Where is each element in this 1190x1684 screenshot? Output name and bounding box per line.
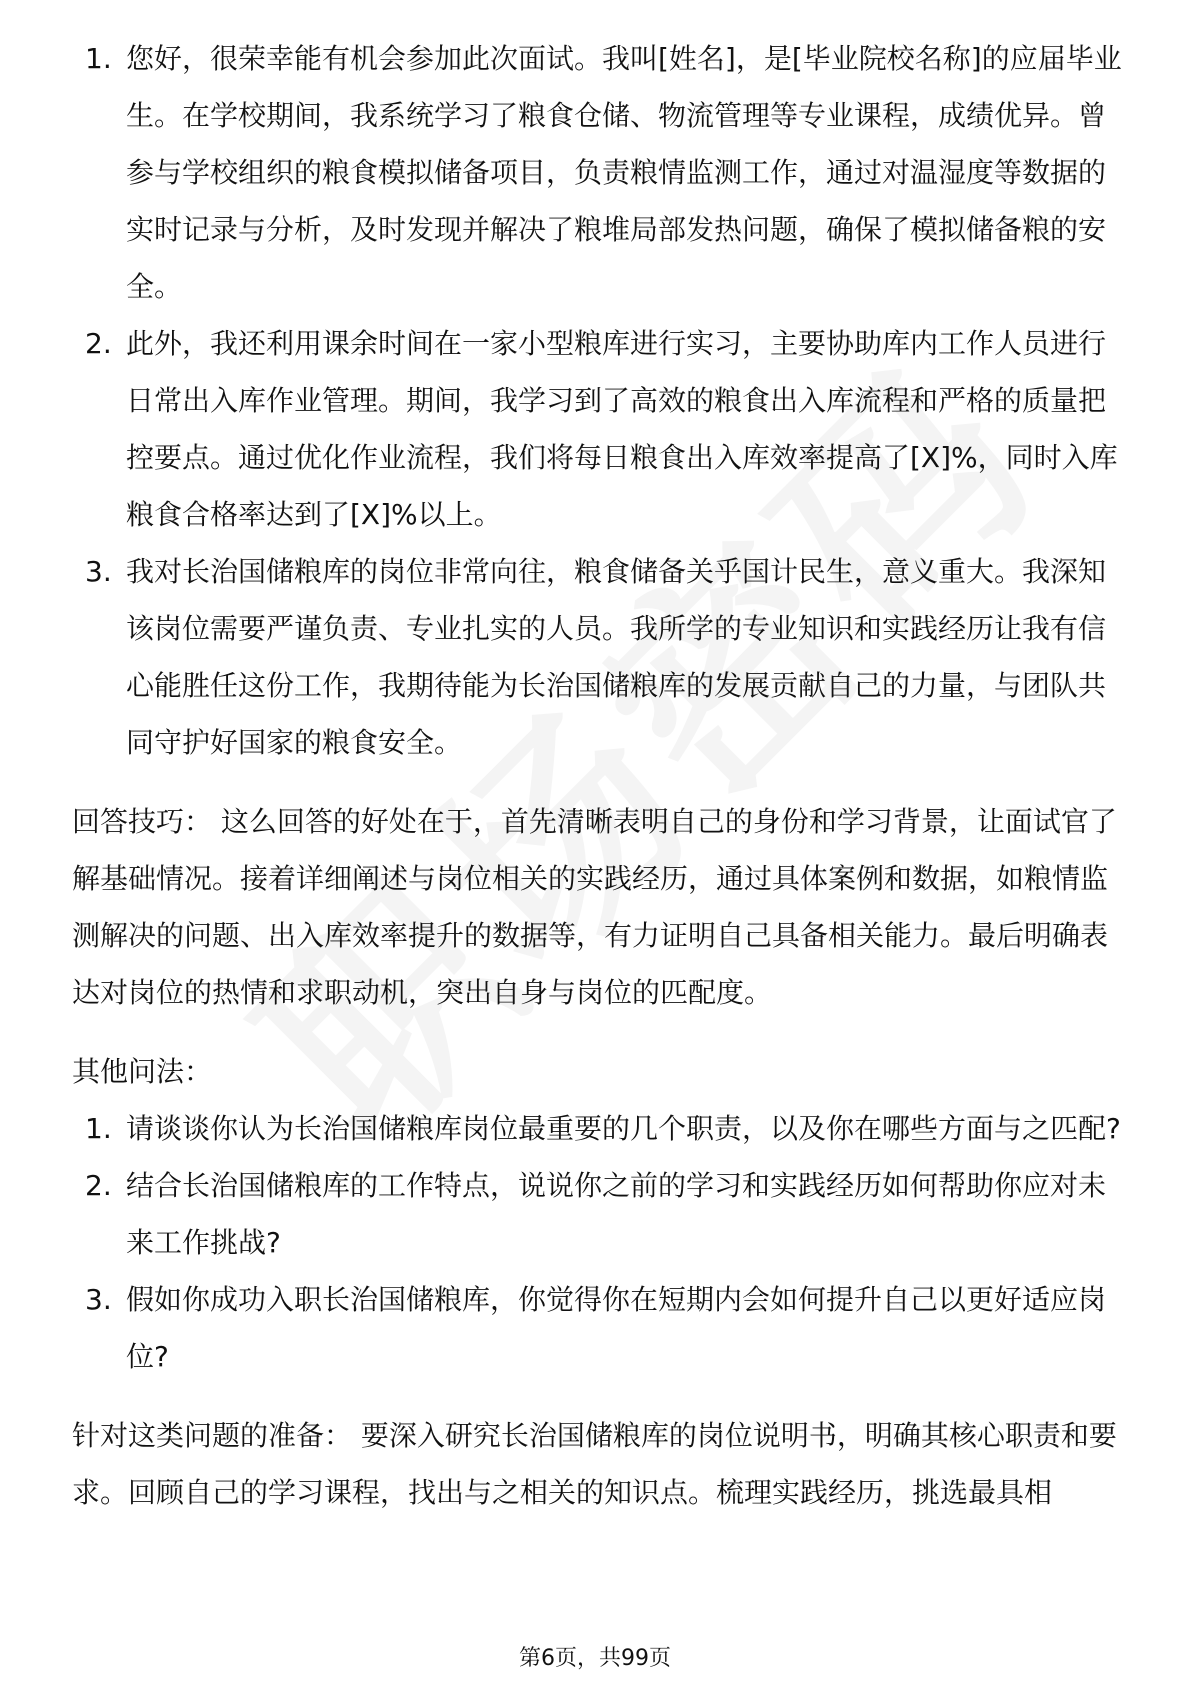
list-number: 3. xyxy=(85,555,112,588)
list-item xyxy=(72,1271,1122,1385)
other-questions-list xyxy=(72,1100,1122,1385)
answer-tips-paragraph: 回答技巧： 这么回答的好处在于，首先清晰表明自己的身份和学习背景，让面试官了解基础情况。接着详细阐述与岗位相关的实践经历，通过具体案例和数据，如粮情监测解决的问题、出入库效率提升的数据等，有力证明自己具备相关能力。最后明确表达对岗位的热情和求职动机，突出自身与岗位的匹配度。 xyxy=(72,805,1117,1009)
list-number: 1. xyxy=(85,42,112,75)
list-item xyxy=(72,1100,1122,1157)
page-footer: 第6页，共99页 xyxy=(519,1646,671,1671)
list-item xyxy=(72,1157,1122,1271)
list-item xyxy=(72,30,1122,315)
list-number: 2. xyxy=(85,327,112,360)
list-item xyxy=(72,543,1122,771)
list-text: 此外，我还利用课余时间在一家小型粮库进行实习，主要协助库内工作人员进行日常出入库作业管理。期间，我学习到了高效的粮食出入库流程和严格的质量把控要点。通过优化作业流程，我们将每日粮食出入库效率提高了[X]%，同时入库粮食合格率达到了[X]%以上。 xyxy=(126,327,1118,531)
list-text: 请谈谈你认为长治国储粮库岗位最重要的几个职责，以及你在哪些方面与之匹配? xyxy=(126,1112,1121,1145)
list-number: 2. xyxy=(85,1169,112,1202)
list-number: 3. xyxy=(85,1283,112,1316)
list-text: 假如你成功入职长治国储粮库，你觉得你在短期内会如何提升自己以更好适应岗位? xyxy=(126,1283,1107,1373)
list-text: 结合长治国储粮库的工作特点，说说你之前的学习和实践经历如何帮助你应对未来工作挑战? xyxy=(126,1169,1107,1259)
list-number: 1. xyxy=(85,1112,112,1145)
page-content xyxy=(72,30,1122,1521)
list-text: 我对长治国储粮库的岗位非常向往，粮食储备关乎国计民生，意义重大。我深知该岗位需要严谨负责、专业扎实的人员。我所学的专业知识和实践经历让我有信心能胜任这份工作，我期待能为长治国储粮库的发展贡献自己的力量，与团队共同守护好国家的粮食安全。 xyxy=(126,555,1107,759)
answer-list xyxy=(72,30,1122,771)
other-questions-heading: 其他问法： xyxy=(72,1055,213,1088)
list-text: 您好，很荣幸能有机会参加此次面试。我叫[姓名]，是[毕业院校名称]的应届毕业生。在学校期间，我系统学习了粮食仓储、物流管理等专业课程，成绩优异。曾参与学校组织的粮食模拟储备项目，负责粮情监测工作，通过对温湿度等数据的实时记录与分析，及时发现并解决了粮堆局部发热问题，确保了模拟储备粮的安全。 xyxy=(126,42,1122,303)
preparation-paragraph: 针对这类问题的准备： 要深入研究长治国储粮库的岗位说明书，明确其核心职责和要求。回顾自己的学习课程，找出与之相关的知识点。梳理实践经历，挑选最具相 xyxy=(72,1419,1117,1509)
list-item xyxy=(72,315,1122,543)
